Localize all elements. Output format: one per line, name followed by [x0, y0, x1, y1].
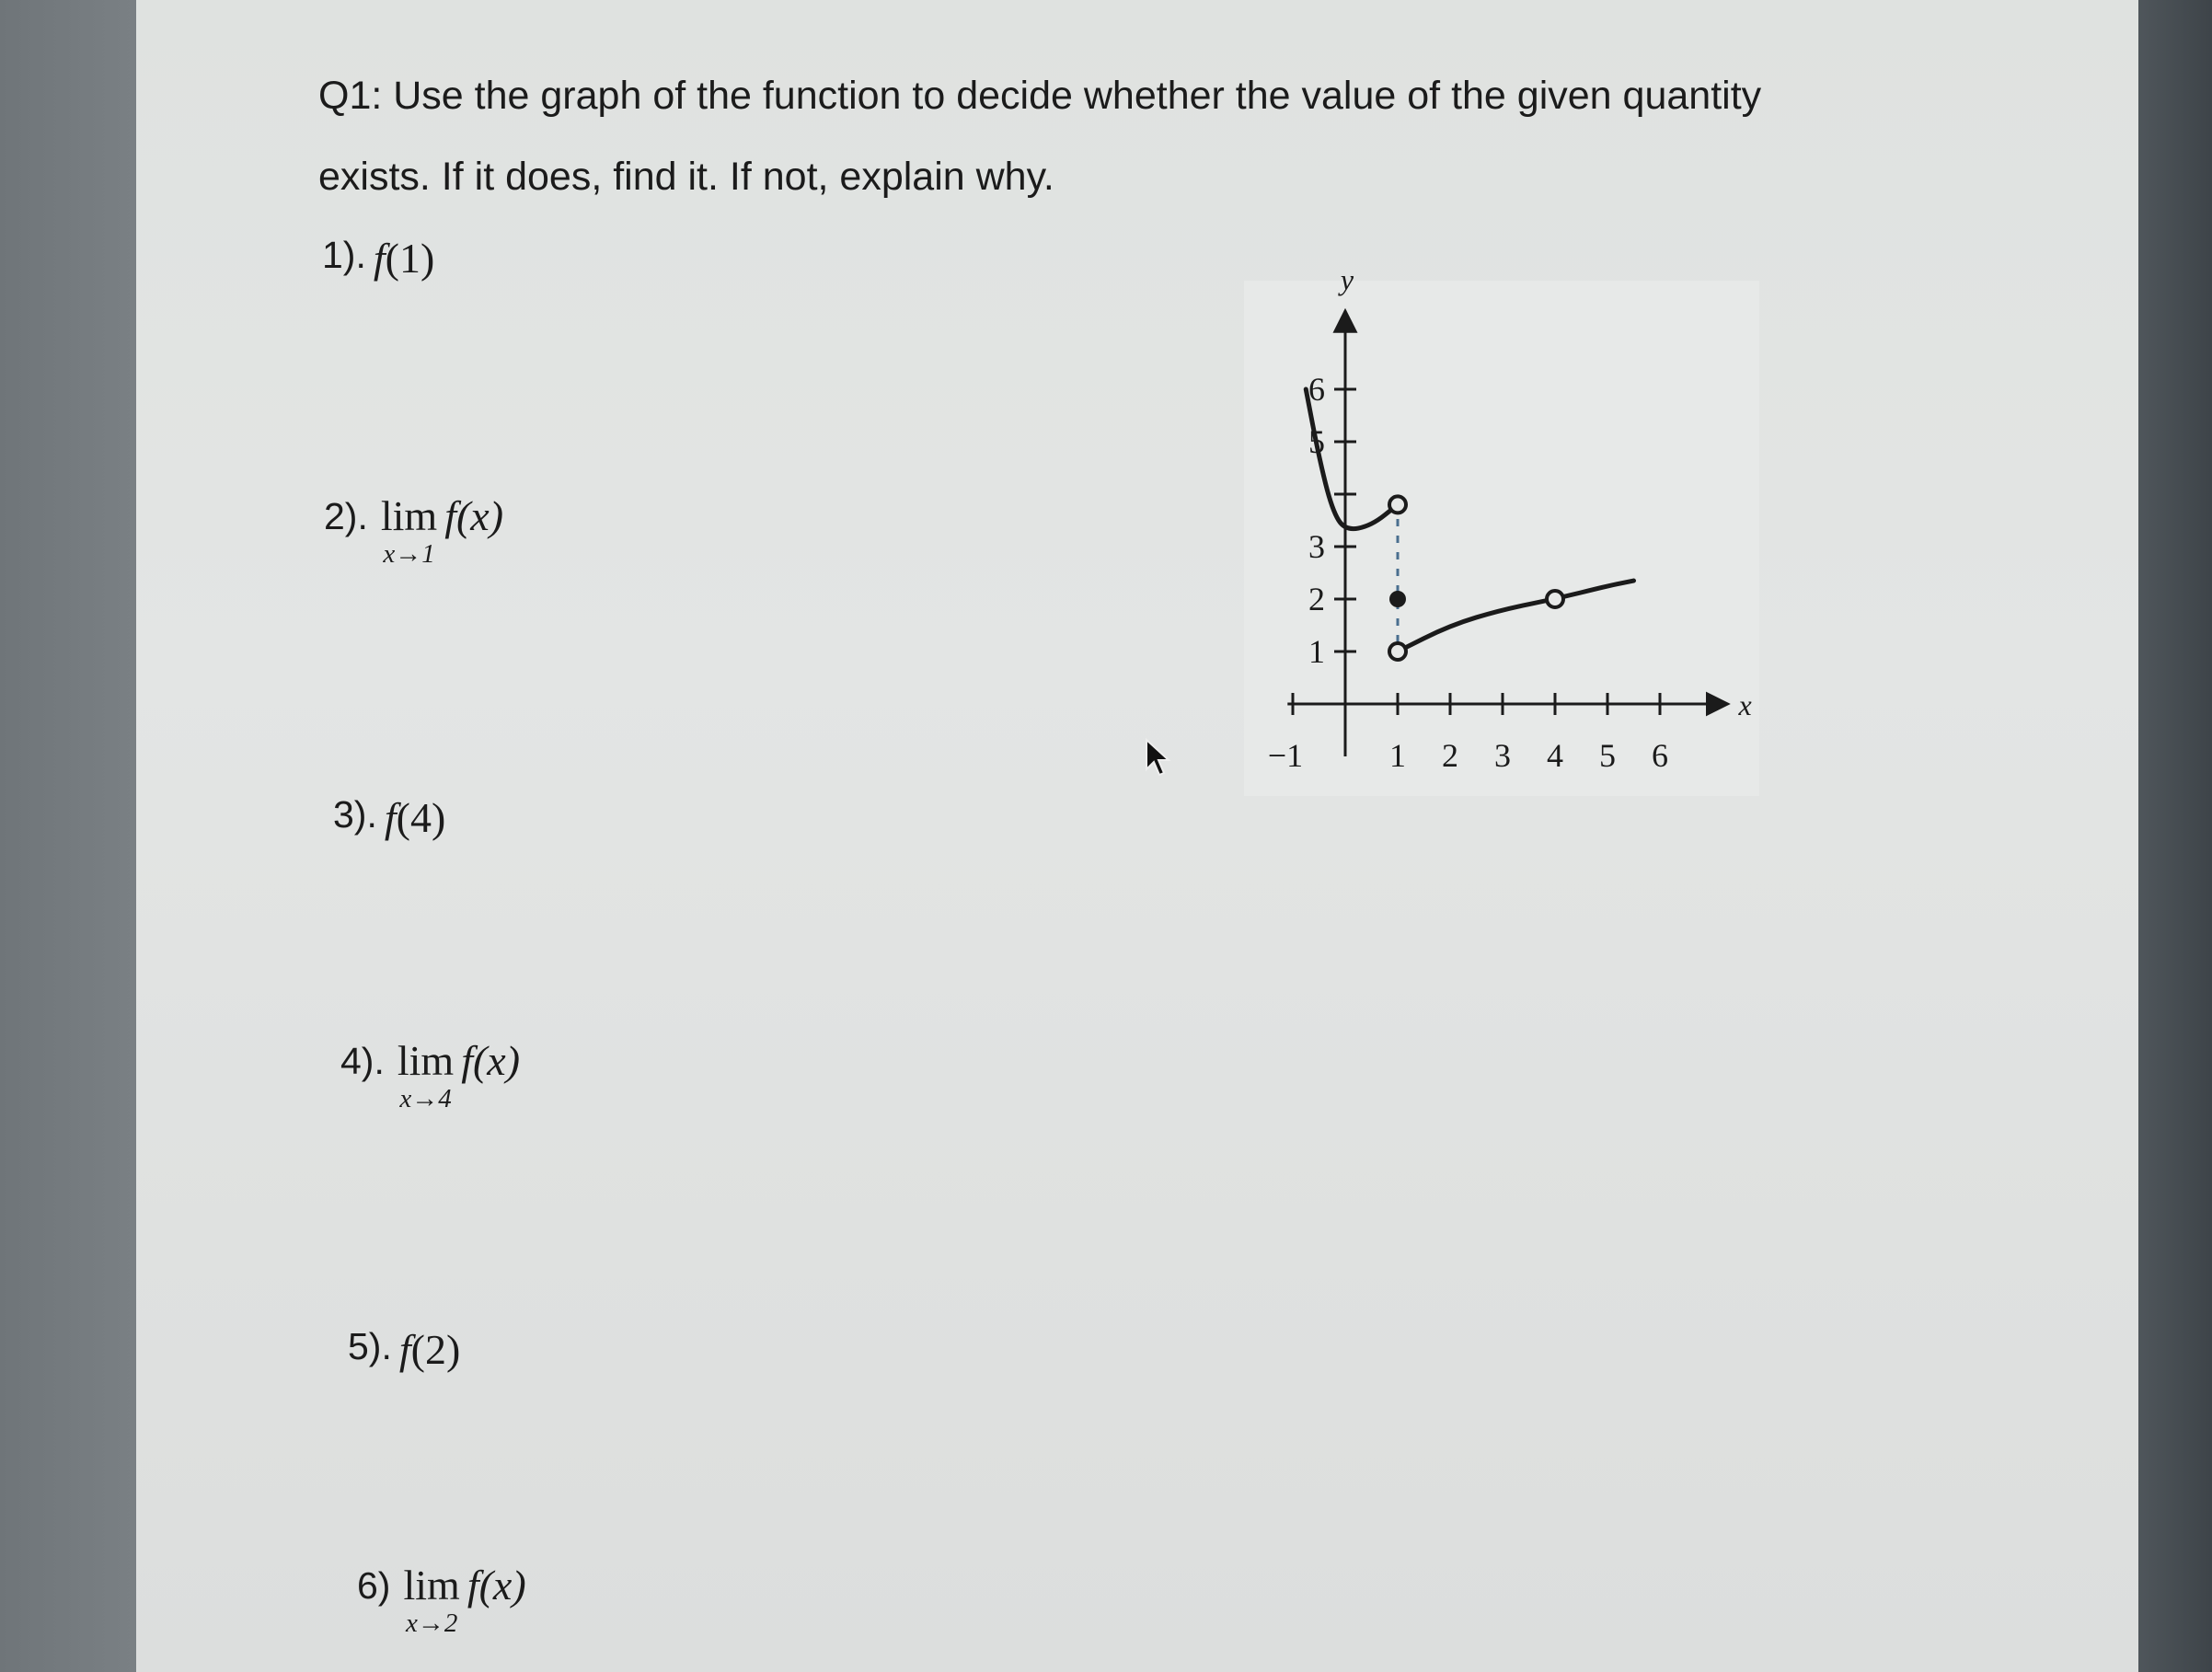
function-name: f [384, 794, 397, 841]
y-tick-label: 2 [1308, 581, 1325, 617]
limit-word: lim [397, 1037, 455, 1084]
limit-operator [397, 1038, 454, 1113]
x-tick-label: 6 [1652, 737, 1668, 774]
x-tick-label: 2 [1442, 737, 1458, 774]
limit-subscript: x→2 [405, 1609, 458, 1638]
monitor-bezel-left [0, 0, 136, 1672]
function-argument: (1) [385, 235, 435, 282]
question-text [318, 55, 1975, 217]
graph-points [1389, 496, 1563, 660]
function-argument: (4) [396, 794, 446, 841]
monitor-bezel-right [2138, 0, 2212, 1672]
function-graph [1244, 262, 1759, 796]
x-tick-label: 4 [1547, 737, 1563, 774]
function-expression: f(x) [444, 492, 504, 539]
limit-expression [444, 493, 503, 539]
item-expression [385, 793, 445, 842]
x-tick-label: 1 [1389, 737, 1406, 774]
mouse-cursor-icon [1144, 738, 1171, 778]
curves [1306, 389, 1633, 652]
y-axis-label: y [1340, 262, 1354, 296]
x-tick-label: −1 [1267, 737, 1304, 774]
item-expression [399, 1325, 460, 1374]
function-argument: (2) [410, 1326, 461, 1373]
function-name: f [373, 235, 386, 282]
function-curve-2 [1398, 581, 1634, 652]
limit-operator [403, 1562, 459, 1638]
item-expression [374, 234, 434, 283]
limit-subscript: x→1 [383, 539, 435, 569]
question-item-6 [357, 1562, 526, 1638]
question-item-3 [333, 793, 445, 842]
question-line-1: Q1: Use the graph of the function to decide whether the value of the given quantity [318, 74, 1762, 118]
y-tick-label: 6 [1308, 371, 1325, 408]
question-item-4 [340, 1038, 520, 1113]
question-item-2 [324, 493, 503, 569]
function-expression: f(x) [467, 1562, 526, 1609]
limit-word: lim [403, 1562, 460, 1609]
graph-svg [1244, 262, 1759, 796]
limit-expression [467, 1562, 526, 1609]
screen [136, 0, 2138, 1672]
y-tick-label: 3 [1308, 528, 1325, 565]
function-name: f [398, 1326, 411, 1373]
function-expression: f(x) [461, 1037, 521, 1084]
open-point [1547, 591, 1563, 607]
item-number: 2). [324, 495, 368, 537]
item-number: 4). [340, 1040, 385, 1082]
limit-word: lim [380, 492, 438, 539]
x-tick-label: 5 [1599, 737, 1616, 774]
function-curve-1 [1306, 389, 1398, 529]
y-tick-label: 5 [1308, 423, 1325, 460]
axis-ticks [1268, 371, 1668, 774]
y-tick-label: 1 [1308, 633, 1325, 670]
x-axis-label: x [1738, 688, 1752, 721]
limit-subscript: x→4 [399, 1084, 452, 1113]
x-tick-label: 3 [1494, 737, 1511, 774]
question-item-5 [348, 1325, 460, 1374]
item-number: 1). [322, 234, 366, 276]
filled-point [1389, 591, 1406, 607]
open-point [1389, 643, 1406, 660]
question-item-1 [322, 234, 434, 283]
item-number: 6) [357, 1564, 391, 1607]
axes [1287, 311, 1728, 757]
open-point [1389, 496, 1406, 513]
item-number: 5). [348, 1325, 392, 1367]
limit-expression [461, 1038, 520, 1084]
limit-operator [381, 493, 437, 569]
question-line-2: exists. If it does, find it. If not, explain why. [318, 155, 1054, 199]
item-number: 3). [333, 793, 377, 836]
